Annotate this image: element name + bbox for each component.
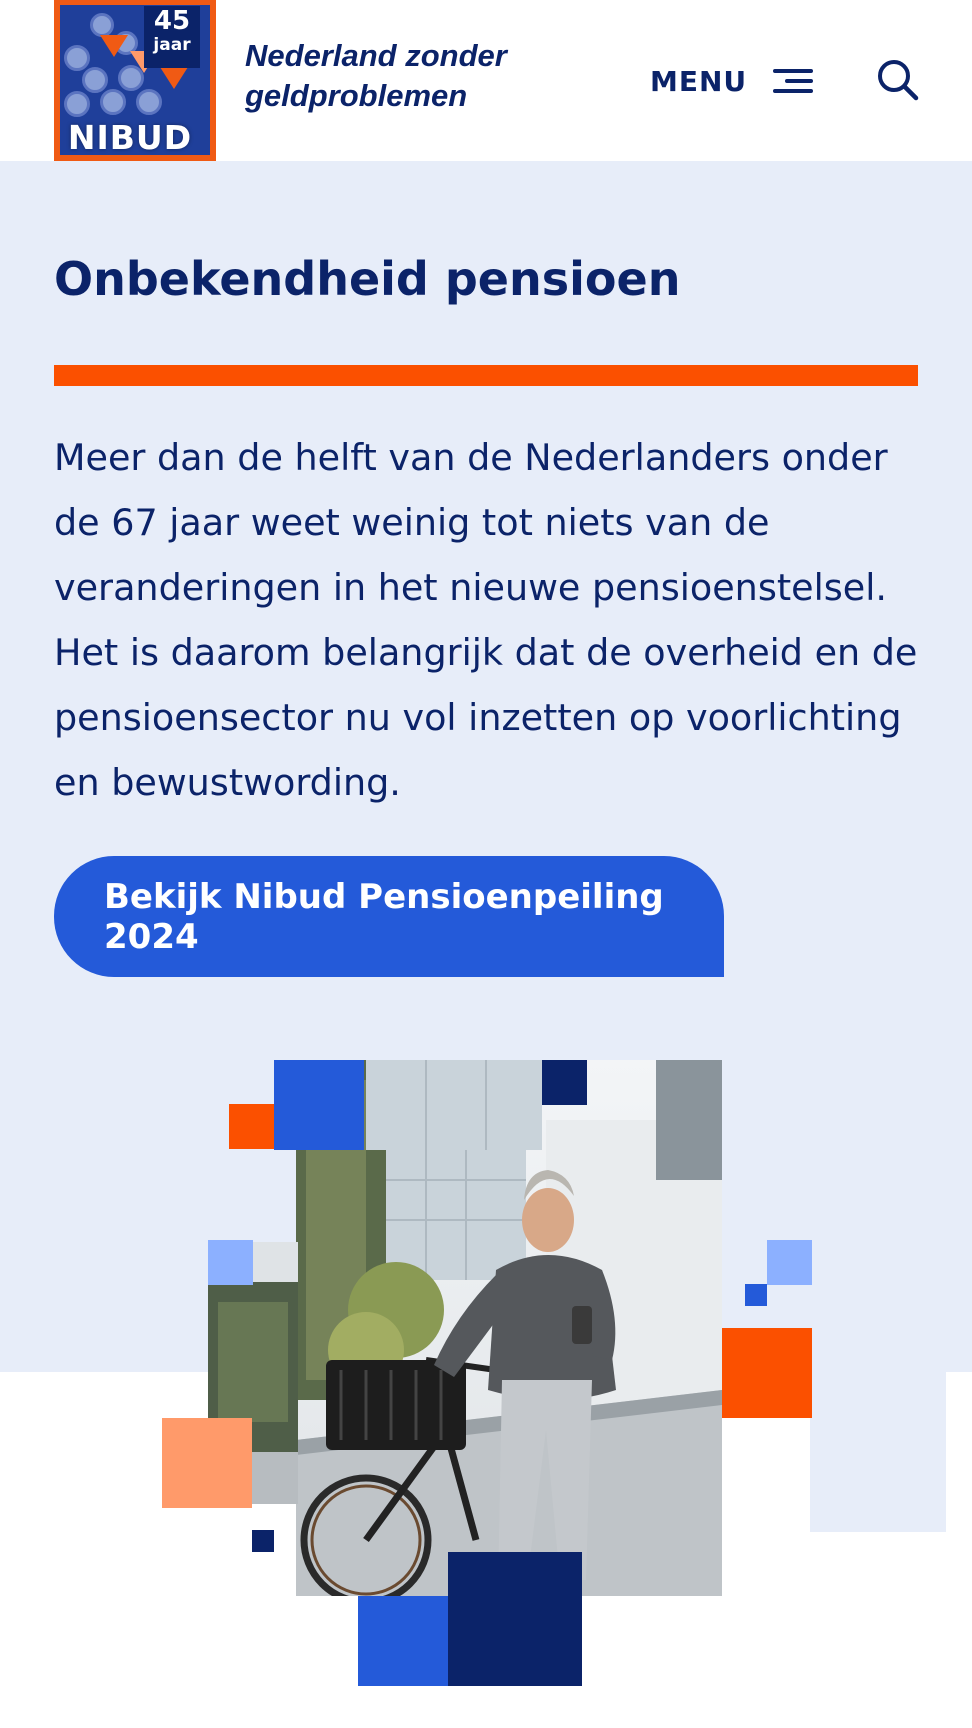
page-title: Onbekendheid pensioen (54, 252, 681, 306)
menu-label: MENU (650, 64, 748, 98)
accent-divider (54, 365, 918, 386)
coin-shape (82, 67, 108, 93)
pensioenpeiling-button[interactable] (54, 856, 724, 977)
menu-button[interactable] (650, 58, 813, 104)
coin-shape (100, 89, 126, 115)
bunting-flag-icon (100, 35, 128, 57)
anniversary-word: jaar (153, 35, 191, 55)
bunting-flag-icon (160, 67, 188, 89)
search-button[interactable] (876, 58, 920, 102)
cta-label: Bekijk Nibud Pensioenpeiling 2024 (104, 876, 664, 957)
deco-square-blue (358, 1596, 448, 1686)
nibud-logo[interactable] (54, 0, 216, 161)
hamburger-icon (773, 67, 813, 95)
search-icon (876, 58, 920, 102)
anniversary-badge (144, 6, 200, 68)
hero-background-extension (810, 1372, 946, 1532)
deco-square-navy (252, 1530, 274, 1552)
tagline-line-2: geldproblemen (245, 78, 468, 113)
coin-shape (136, 89, 162, 115)
logo-wordmark: NIBUD (67, 118, 193, 157)
coin-shape (64, 45, 90, 71)
coin-shape (64, 91, 90, 117)
deco-square-navy (448, 1552, 582, 1686)
site-tagline (245, 36, 545, 116)
anniversary-number: 45 (153, 6, 191, 36)
lead-paragraph: Meer dan de helft van de Nederlanders onder de 67 jaar weet weinig tot niets van de veranderingen in het nieuwe pensioenstelsel. Het is daarom belangrijk dat de overheid en de pensioensector nu vol inzetten op voorlichting en bewustwording. (54, 436, 918, 804)
tagline-line-1: Nederland zonder (245, 38, 507, 73)
site-header (0, 0, 972, 161)
coin-shape (90, 13, 114, 37)
deco-square-peach (162, 1418, 252, 1508)
